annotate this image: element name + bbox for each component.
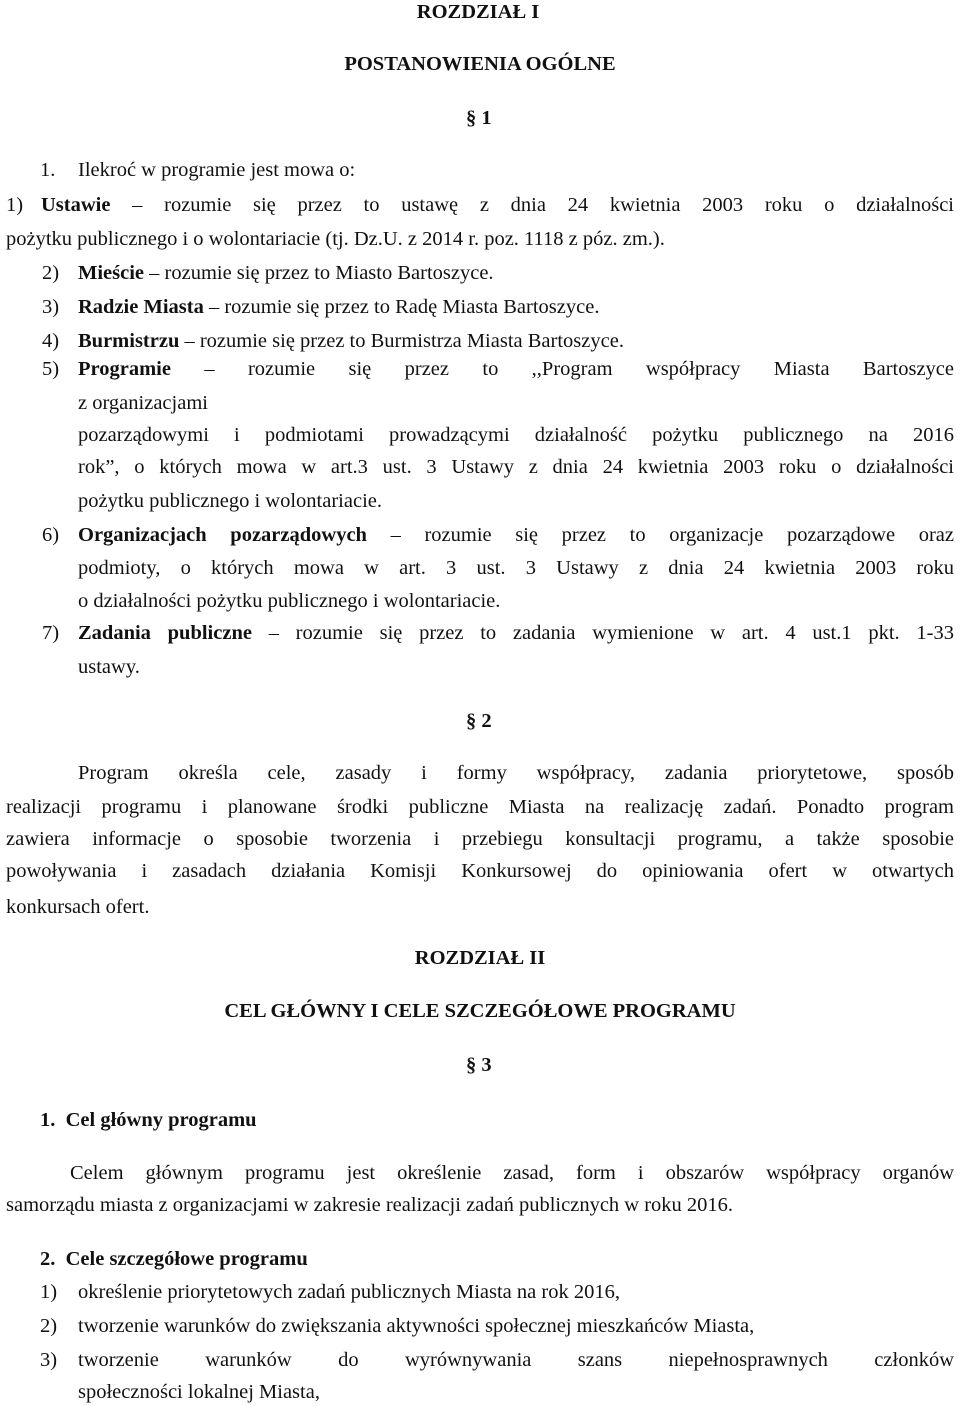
definition-1 [6,195,954,216]
definition-6-continuation-1: podmioty, o których mowa w art. 3 ust. 3 Ustawy z dnia 24 kwietnia 2003 roku [78,557,954,579]
definition-number: 6) [42,524,60,546]
definition-text: – rozumie się przez to organizacje pozarządowe oraz [366,524,954,546]
definition-5-continuation-2: pozarządowymi i podmiotami prowadzącymi działalność pożytku publicznego na 2016 [78,424,954,446]
goal-number: 3) [40,1349,58,1371]
definition-6-continuation-2: o działalności pożytku publicznego i wolontariacie. [78,590,501,612]
chapter-1-subtitle: POSTANOWIENIA OGÓLNE [344,53,616,75]
paragraph-2-line-4: powoływania i zasadach działania Komisji Konkursowej do opiniowania ofert w otwartych [6,860,954,882]
intro-text: Ilekroć w programie jest mowa o: [78,159,356,181]
definition-7 [42,623,954,644]
definition-7-continuation: ustawy. [78,656,140,678]
definition-number: 5) [42,358,60,380]
chapter-2-title: ROZDZIAŁ II [414,947,546,969]
definition-5-continuation-4: pożytku publicznego i wolontariacie. [78,490,382,512]
goal-text: tworzenie warunków do wyrównywania szans niepełnosprawnych członków [78,1349,954,1371]
specific-goal-3-continuation: społeczności lokalnej Miasta, [78,1381,320,1403]
paragraph-2-line-2: realizacji programu i planowane środki publiczne Miasta na realizację zadań. Ponadto program [6,796,954,818]
section-2-heading: § 2 [466,710,492,732]
definition-4 [42,331,624,352]
definition-6 [42,525,954,546]
section-3-heading: § 3 [466,1054,492,1076]
main-goal-heading: 1. Cel główny programu [40,1109,257,1131]
definition-5-continuation-1: z organizacjami [78,392,208,414]
definition-number: 3) [42,296,60,318]
definition-2 [42,263,494,284]
definition-term: Organizacjach pozarządowych [78,524,367,546]
definition-text: – rozumie się przez to ustawę z dnia 24 kwietnia 2003 roku o działalności [110,194,954,216]
paragraph-2-line-3: zawiera informacje o sposobie tworzenia i przebiegu konsultacji programu, a także sposobie [6,828,954,850]
definition-term: Programie [78,358,171,380]
intro-number: 1. [40,159,56,181]
goal-text: określenie priorytetowych zadań publicznych Miasta na rok 2016, [78,1281,620,1303]
definition-term: Burmistrzu [78,330,180,352]
definition-text: – rozumie się przez to Miasto Bartoszyce. [144,262,494,284]
paragraph-2-line-5: konkursach ofert. [6,896,150,918]
definition-5 [42,359,954,380]
definition-term: Zadania publiczne [78,622,252,644]
specific-goals-heading: 2. Cele szczegółowe programu [40,1248,308,1270]
definition-number: 4) [42,330,60,352]
section-1-heading: § 1 [466,107,492,129]
definition-text: – rozumie się przez to Burmistrza Miasta Bartoszyce. [179,330,624,352]
intro-line [40,160,355,181]
definition-term: Radzie Miasta [78,296,204,318]
specific-goal-3 [40,1350,954,1371]
chapter-1-title: ROZDZIAŁ I [416,1,540,23]
goal-number: 2) [40,1315,58,1337]
specific-goal-1 [40,1282,620,1303]
definition-number: 1) [6,194,24,216]
main-goal-line-2: samorządu miasta z organizacjami w zakresie realizacji zadań publicznych w roku 2016. [6,1194,734,1216]
definition-text: – rozumie się przez to Radę Miasta Bartoszyce. [203,296,600,318]
definition-number: 7) [42,622,60,644]
definition-term: Mieście [78,262,145,284]
goal-number: 1) [40,1281,58,1303]
main-goal-line-1: Celem głównym programu jest określenie zasad, form i obszarów współpracy organów [70,1162,954,1184]
definition-1-continuation: pożytku publicznego i o wolontariacie (tj. Dz.U. z 2014 r. poz. 1118 z póz. zm.). [6,228,665,250]
chapter-2-subtitle: CEL GŁÓWNY I CELE SZCZEGÓŁOWE PROGRAMU [224,1000,736,1022]
goal-text: tworzenie warunków do zwiększania aktywności społecznej mieszkańców Miasta, [78,1315,755,1337]
definition-term: Ustawie [41,194,111,216]
definition-text: – rozumie się przez to ,,Program współpracy Miasta Bartoszyce [170,358,954,380]
paragraph-2-line-1: Program określa cele, zasady i formy współpracy, zadania priorytetowe, sposób [78,762,954,784]
definition-text: – rozumie się przez to zadania wymienione w art. 4 ust.1 pkt. 1-33 [251,622,954,644]
definition-number: 2) [42,262,60,284]
definition-3 [42,297,599,318]
definition-5-continuation-3: rok”, o których mowa w art.3 ust. 3 Ustawy z dnia 24 kwietnia 2003 roku o działalności [78,456,954,478]
specific-goal-2 [40,1316,754,1337]
